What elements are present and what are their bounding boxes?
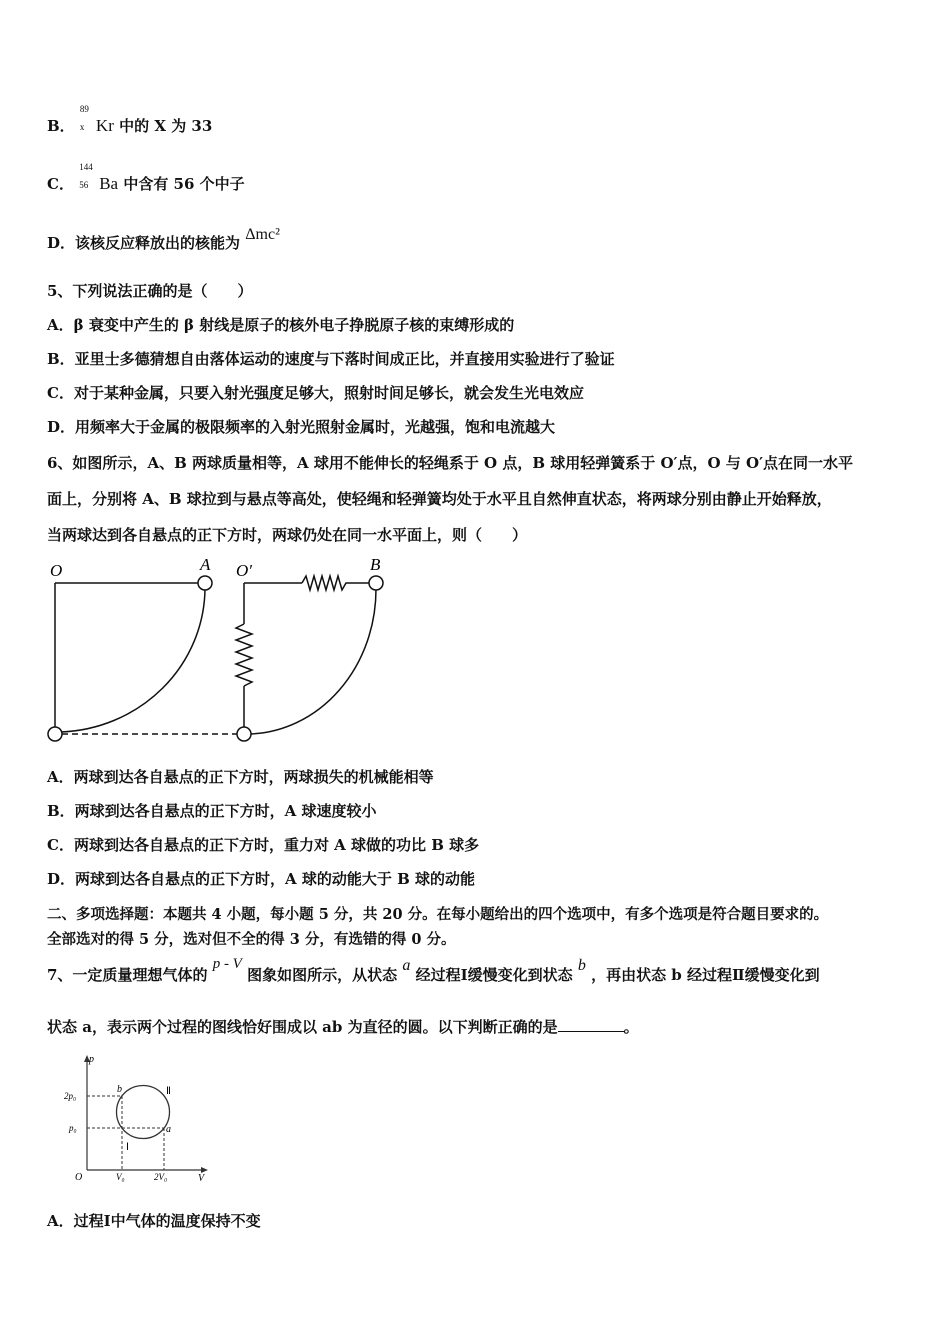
q4-option-d	[47, 226, 280, 253]
q4-option-b	[47, 104, 213, 136]
graph-label-ii: Ⅱ	[166, 1086, 171, 1097]
isotope-ba: 144 56 Ba	[79, 162, 119, 193]
q5-option-a: A．β 衰变中产生的 β 射线是原子的核外电子挣脱原子核的束缚形成的	[47, 316, 515, 334]
q7-option-a: A．过程Ⅰ中气体的温度保持不变	[47, 1212, 261, 1230]
q5-option-c: C．对于某种金属，只要入射光强度足够大，照射时间足够长，就会发生光电效应	[47, 384, 584, 402]
graph-label-o: O	[75, 1172, 83, 1182]
graph-label-2v0: 2V₀	[154, 1172, 168, 1182]
option-text: 中含有 56 个中子	[123, 175, 245, 193]
q5-stem: 5、下列说法正确的是（ ）	[47, 282, 253, 300]
answer-blank	[558, 1019, 624, 1032]
label-a: A	[200, 555, 211, 574]
section2-line1: 二、多项选择题：本题共 4 小题，每小题 5 分，共 20 分。在每小题给出的四个选项中，有多个选项是符合题目要求的。	[47, 906, 829, 923]
q6-stem-line3: 当两球达到各自悬点的正下方时，两球仍处在同一水平面上，则（ ）	[47, 526, 528, 544]
pv-label: p - V	[212, 956, 242, 972]
q6-option-b: B．两球到达各自悬点的正下方时，A 球速度较小	[47, 802, 377, 820]
graph-label-a: a	[166, 1124, 171, 1135]
state-a: a	[402, 957, 411, 974]
q7-pv-graph	[60, 1052, 220, 1182]
ball-a-arc	[61, 589, 205, 732]
graph-label-i: Ⅰ	[126, 1142, 129, 1153]
q5-option-b: B．亚里士多德猜想自由落体运动的速度与下落时间成正比，并直接用实验进行了验证	[47, 350, 615, 368]
option-letter: C．	[47, 175, 74, 193]
ball-a-bottom	[48, 727, 62, 741]
ball-b-bottom	[237, 727, 251, 741]
option-text: 中的 X 为 33	[119, 117, 213, 135]
q6-option-d: D．两球到达各自悬点的正下方时，A 球的动能大于 B 球的动能	[47, 870, 475, 888]
energy-formula: Δmc²	[245, 226, 280, 243]
state-circle	[117, 1086, 170, 1139]
graph-label-b: b	[117, 1084, 122, 1095]
graph-label-p0: p₀	[69, 1123, 77, 1133]
section2-line2: 全部选对的得 5 分，选对但不全的得 3 分，有选错的得 0 分。	[47, 931, 456, 948]
graph-label-2p0: 2p₀	[64, 1091, 77, 1101]
q4-option-c	[47, 162, 245, 194]
q5-option-d: D．用频率大于金属的极限频率的入射光照射金属时，光越强，饱和电流越大	[47, 418, 556, 436]
q6-stem-line1: 6、如图所示，A、B 两球质量相等，A 球用不能伸长的轻绳系于 O 点，B 球用轻弹簧系于 O′点，O 与 O′点在同一水平	[47, 454, 854, 472]
option-text: 该核反应释放出的核能为	[75, 234, 241, 252]
graph-label-v0: V₀	[116, 1172, 125, 1182]
ball-a-top	[198, 576, 212, 590]
vertical-spring	[236, 624, 252, 686]
state-b: b	[577, 957, 586, 974]
option-letter: D．	[47, 234, 76, 252]
graph-label-v: V	[198, 1173, 205, 1182]
isotope-kr: 89 x Kr	[79, 104, 114, 135]
q6-option-a: A．两球到达各自悬点的正下方时，两球损失的机械能相等	[47, 768, 434, 786]
label-o: O	[50, 561, 63, 580]
label-o-prime: O′	[236, 561, 252, 580]
graph-label-p: p	[89, 1054, 94, 1065]
ball-b-arc	[250, 589, 376, 734]
q7-line1: 7、一定质量理想气体的 p - V 图象如图所示，从状态 a 经过程Ⅰ缓慢变化到状态 b ，再由状态 b 经过程Ⅱ缓慢变化到	[47, 956, 820, 984]
q6-stem-line2: 面上，分别将 A、B 球拉到与悬点等高处，使轻绳和轻弹簧均处于水平且自然伸直状态，将两球分别由静止开始释放，	[47, 490, 832, 508]
q6-option-c: C．两球到达各自悬点的正下方时，重力对 A 球做的功比 B 球多	[47, 836, 480, 854]
q6-figure	[40, 552, 400, 752]
label-b: B	[370, 555, 381, 574]
ball-b-top	[369, 576, 383, 590]
q7-line2: 状态 a，表示两个过程的图线恰好围成以 ab 为直径的圆。以下判断正确的是 。	[47, 1018, 639, 1036]
option-letter: B．	[47, 117, 75, 135]
horizontal-spring	[302, 576, 370, 590]
